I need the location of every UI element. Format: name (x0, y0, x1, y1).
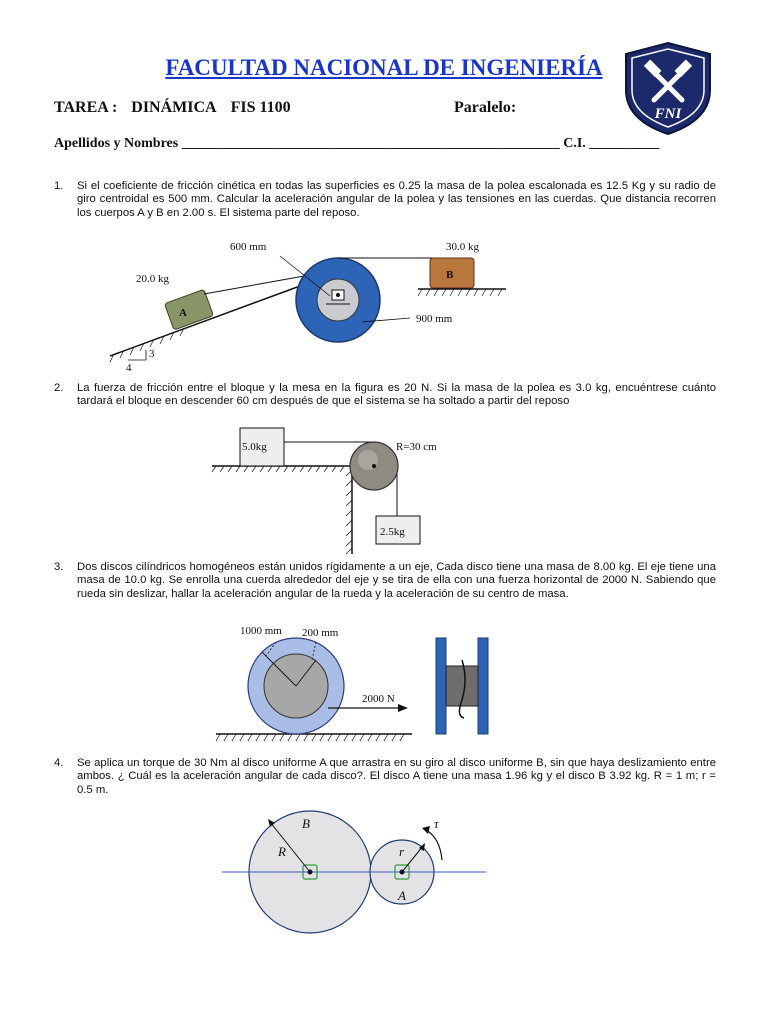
block-2-5kg-label: 2.5kg (380, 526, 405, 538)
name-line (54, 136, 659, 152)
radius-small-label: r (399, 844, 405, 859)
slope-rise-label: 3 (149, 348, 155, 360)
figure-1-pulley-incline (100, 236, 520, 376)
torque-label: τ (434, 816, 439, 831)
name-blank: ______________________________________________________ (181, 136, 560, 151)
pulley-radius-label: R=30 cm (396, 441, 437, 453)
radius-big-label: R (278, 844, 286, 859)
figure-3-rolling-wheel (212, 620, 512, 750)
question-text: Si el coeficiente de fricción cinética en todas las superficies es 0.25 la masa de la polea escalonada es 12.5 Kg y su radio de giro centroidal es 500 mm. Calcular la aceleración angular de la polea y las tensiones en las cuerdas. Que distancia recorren los cuerpos A y B en 2.00 s. El sistema parte del reposo. (77, 180, 716, 219)
slope-run-label: 4 (126, 362, 132, 374)
question-text: Dos discos cilíndricos homogéneos están unidos rígidamente a un eje, Cada disco tiene una masa de 8.00 kg. El eje tiene una masa de 10.0 kg. Se enrolla una cuerda alrededor del eje y se tira de ella con una fuerza horizontal de 2000 N. Sabiendo que rueda sin deslizar, hallar la aceleración angular de la rueda y la aceleración de su centro de masa. (77, 561, 716, 600)
ci-blank: __________ (589, 136, 660, 151)
question-2 (54, 382, 716, 409)
question-4 (54, 757, 716, 797)
question-text: Se aplica un torque de 30 Nm al disco uniforme A que arrastra en su giro al disco uniforme B, sin que haya deslizamiento entre ambos. ¿ Cuál es la aceleración angular de cada disco?. El disco A tiene una masa 1.96 kg y el disco B 3.92 kg. R = 1 m; r = 0.5 m. (77, 757, 716, 796)
force-label: 2000 N (362, 693, 395, 705)
figure-2-table-pulley (210, 422, 470, 556)
fni-shield-logo (620, 40, 716, 136)
course-code: FIS 1100 (230, 99, 291, 116)
assignment-line (54, 99, 305, 117)
question-text: La fuerza de fricción entre el bloque y la mesa en la figura es 20 N. Si la masa de la polea es 3.0 kg, encuéntrese cuánto tardará el bloque en descender 60 cm después de que el sistema se ha soltado a partir del reposo (77, 382, 716, 408)
label-1000mm: 1000 mm (240, 625, 282, 637)
label-600mm: 600 mm (230, 241, 267, 253)
question-1 (54, 180, 716, 220)
question-number: 1. (54, 180, 64, 192)
page-title: FACULTAD NACIONAL DE INGENIERÍA (165, 55, 603, 80)
label-900mm: 900 mm (416, 313, 453, 325)
block-b-label: B (446, 269, 454, 281)
question-number: 4. (54, 757, 64, 769)
question-number: 3. (54, 561, 64, 573)
paralelo-label: Paralelo: (454, 99, 517, 116)
disk-a-label: A (398, 888, 406, 903)
disk-b-label: B (302, 816, 310, 831)
logo-text: FNI (654, 106, 682, 122)
question-3 (54, 561, 716, 601)
block-a (164, 289, 213, 330)
block-a-label: A (179, 307, 187, 319)
ci-label: C.I. (563, 136, 586, 151)
figure-4-two-disks (218, 808, 490, 938)
name-label: Apellidos y Nombres (54, 136, 179, 151)
label-200mm: 200 mm (302, 627, 339, 639)
side-disk-right (478, 638, 488, 734)
mass-a-label: 20.0 kg (136, 273, 169, 285)
subject: DINÁMICA (131, 99, 217, 116)
mass-b-label: 30.0 kg (446, 241, 479, 253)
block-5kg-label: 5.0kg (242, 441, 267, 453)
tarea-label: TAREA : (54, 99, 118, 116)
question-number: 2. (54, 382, 64, 394)
side-disk-left (436, 638, 446, 734)
